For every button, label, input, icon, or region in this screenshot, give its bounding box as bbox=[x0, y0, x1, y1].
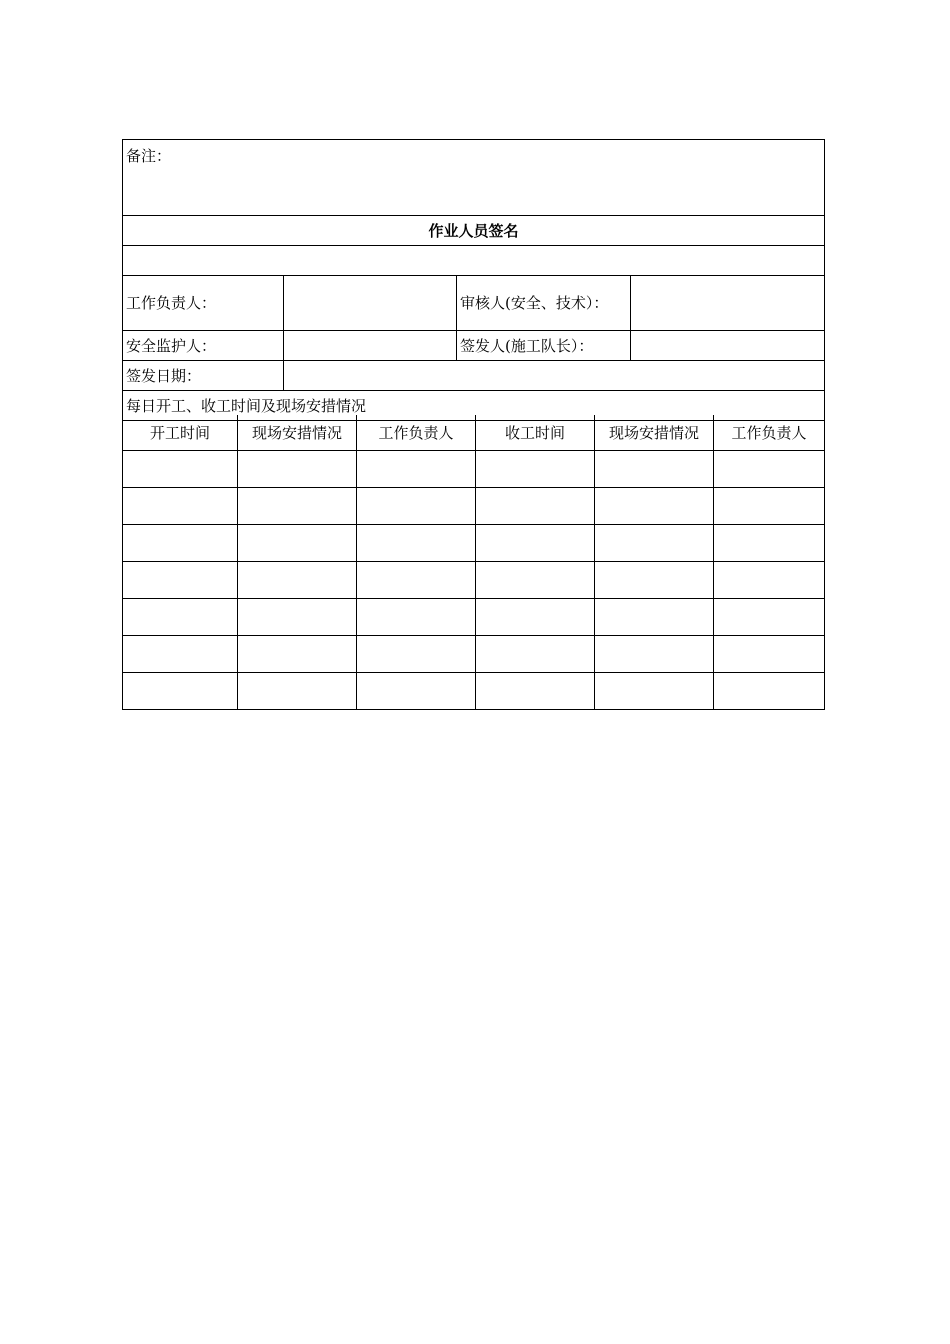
signature-heading: 作业人员签名 bbox=[123, 216, 825, 246]
log-cell[interactable] bbox=[123, 599, 238, 636]
log-row bbox=[123, 488, 825, 525]
log-cell[interactable] bbox=[714, 673, 825, 710]
log-cell[interactable] bbox=[357, 562, 476, 599]
permit-form-table bbox=[122, 139, 825, 421]
log-cell[interactable] bbox=[595, 488, 714, 525]
log-row bbox=[123, 562, 825, 599]
date-row bbox=[123, 361, 825, 391]
log-row bbox=[123, 599, 825, 636]
log-cell[interactable] bbox=[357, 525, 476, 562]
log-header-site-safety-end: 现场安措情况 bbox=[595, 415, 714, 451]
lead-row bbox=[123, 276, 825, 331]
log-cell[interactable] bbox=[123, 451, 238, 488]
log-cell[interactable] bbox=[476, 673, 595, 710]
notes-label: 备注： bbox=[126, 147, 172, 165]
log-header-lead: 工作负责人 bbox=[357, 415, 476, 451]
reviewer-label: 审核人(安全、技术）： bbox=[457, 276, 631, 331]
log-cell[interactable] bbox=[238, 525, 357, 562]
log-cell[interactable] bbox=[238, 599, 357, 636]
issuer-field[interactable] bbox=[631, 331, 825, 361]
log-cell[interactable] bbox=[357, 673, 476, 710]
log-cell[interactable] bbox=[357, 599, 476, 636]
log-cell[interactable] bbox=[123, 562, 238, 599]
log-cell[interactable] bbox=[595, 451, 714, 488]
date-field[interactable] bbox=[284, 361, 825, 391]
signature-row bbox=[123, 246, 825, 276]
log-cell[interactable] bbox=[238, 488, 357, 525]
notes-row bbox=[123, 140, 825, 216]
log-row bbox=[123, 451, 825, 488]
log-body bbox=[123, 451, 825, 710]
log-cell[interactable] bbox=[238, 636, 357, 673]
signature-heading-row bbox=[123, 216, 825, 246]
issuer-label: 签发人(施工队长）： bbox=[457, 331, 631, 361]
log-cell[interactable] bbox=[476, 636, 595, 673]
log-cell[interactable] bbox=[714, 525, 825, 562]
log-cell[interactable] bbox=[595, 673, 714, 710]
log-cell[interactable] bbox=[238, 562, 357, 599]
log-row bbox=[123, 673, 825, 710]
log-cell[interactable] bbox=[123, 636, 238, 673]
date-label: 签发日期： bbox=[123, 361, 284, 391]
safety-row bbox=[123, 331, 825, 361]
log-cell[interactable] bbox=[476, 562, 595, 599]
log-cell[interactable] bbox=[123, 488, 238, 525]
lead-label: 工作负责人： bbox=[123, 276, 284, 331]
log-cell[interactable] bbox=[714, 488, 825, 525]
log-header-site-safety: 现场安措情况 bbox=[238, 415, 357, 451]
log-cell[interactable] bbox=[714, 599, 825, 636]
log-cell[interactable] bbox=[476, 488, 595, 525]
safety-label: 安全监护人： bbox=[123, 331, 284, 361]
reviewer-field[interactable] bbox=[631, 276, 825, 331]
daily-log-table bbox=[122, 415, 825, 710]
log-cell[interactable] bbox=[357, 636, 476, 673]
safety-field[interactable] bbox=[284, 331, 457, 361]
log-cell[interactable] bbox=[123, 673, 238, 710]
log-header-row bbox=[123, 415, 825, 451]
log-row bbox=[123, 636, 825, 673]
log-header-start-time: 开工时间 bbox=[123, 415, 238, 451]
log-cell[interactable] bbox=[595, 562, 714, 599]
notes-cell[interactable] bbox=[123, 140, 825, 216]
log-cell[interactable] bbox=[476, 599, 595, 636]
log-cell[interactable] bbox=[595, 525, 714, 562]
log-cell[interactable] bbox=[476, 525, 595, 562]
log-cell[interactable] bbox=[714, 451, 825, 488]
log-header-end-time: 收工时间 bbox=[476, 415, 595, 451]
signature-field[interactable] bbox=[123, 246, 825, 276]
log-cell[interactable] bbox=[357, 451, 476, 488]
lead-field[interactable] bbox=[284, 276, 457, 331]
daily-label: 每日开工、收工时间及现场安措情况 bbox=[123, 391, 825, 421]
log-cell[interactable] bbox=[238, 673, 357, 710]
log-cell[interactable] bbox=[595, 636, 714, 673]
log-header-lead-end: 工作负责人 bbox=[714, 415, 825, 451]
log-cell[interactable] bbox=[595, 599, 714, 636]
log-cell[interactable] bbox=[123, 525, 238, 562]
log-cell[interactable] bbox=[714, 636, 825, 673]
log-cell[interactable] bbox=[238, 451, 357, 488]
log-row bbox=[123, 525, 825, 562]
log-cell[interactable] bbox=[476, 451, 595, 488]
log-cell[interactable] bbox=[714, 562, 825, 599]
log-cell[interactable] bbox=[357, 488, 476, 525]
